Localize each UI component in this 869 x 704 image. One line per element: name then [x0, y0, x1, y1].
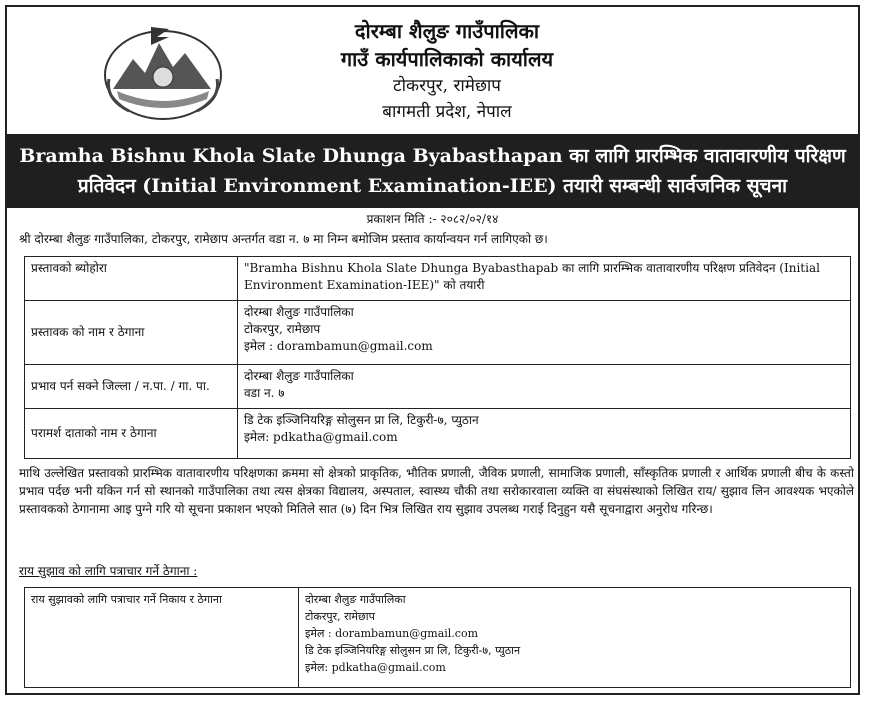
email-text: इमेल : dorambamun@gmail.com — [244, 339, 433, 353]
row-key-text: प्रस्तावक को नाम र ठेगाना — [31, 325, 145, 339]
notice-title-banner — [7, 134, 858, 208]
email-text: इमेल: pdkatha@gmail.com — [305, 661, 446, 674]
banner-line-1: Bramha Bishnu Khola Slate Dhunga Byabasthapan का लागि प्रारम्भिक वातावारणीय परिक्षण — [19, 145, 846, 167]
value-line: टोकरपुर, रामेछाप — [244, 322, 321, 336]
value-line: दोरम्बा शैलुङ गाउँपालिका — [244, 305, 354, 319]
table-row — [25, 365, 851, 409]
province-country: बागमती प्रदेश, नेपाल — [382, 102, 512, 122]
office-title-block — [267, 17, 627, 125]
row-key — [25, 409, 238, 459]
publication-date: प्रकाशन मिति :- २०८२/०२/१४ — [366, 212, 499, 226]
body-paragraph: माथि उल्लेखित प्रस्तावको प्रारम्भिक वातावारणीय परिक्षणका क्रममा सो क्षेत्रको प्राकृतिक, भौतिक प्रणाली, जैविक प्रणाली, सामाजिक प्रणाली, साँस्कृतिक प्रणाली र आर्थिक प्रणाली बीच के कस्तो प्रभाव पर्दछ भनी यकिन गर्न सो स्थानको गाउँपालिका तथा त्यस क्षेत्रका विद्यालय, अस्पताल, स्वास्थ्य चौकी तथा सरोकारवाला व्यक्ति वा संघसंस्थाको लिखित राय/ सुझाव लिन आवश्यक भएकोले प्रस्तावकको ठेगानामा आइ पुग्ने गरि यो सूचना प्रकाशन भएको मितिले सात (७) दिन भित्र लिखित राय सुझाव उपलब्ध गराई दिनुहुन यसै सूचनाद्वारा अनुरोध गरिन्छ। — [19, 466, 854, 516]
table-row — [25, 588, 851, 688]
row-key-text: प्रभाव पर्न सक्ने जिल्ला / न.पा. / गा. पा. — [31, 379, 210, 393]
value-line: "Bramha Bishnu Khola Slate Dhunga Byabasthapab का लागि प्रारम्भिक वातावारणीय परिक्षण प्रतिवेदन (Initial Environment Examination-IEE)" को तयारी — [244, 261, 820, 292]
value-line: डि टेक इञ्जिनियरिङ्ग सोलुसन प्रा लि, टिकुरी-७, प्युठान — [305, 644, 521, 657]
table-row — [25, 409, 851, 459]
suggestion-heading: राय सुझाव को लागि पत्राचार गर्ने ठेगाना : — [19, 564, 198, 578]
email-text: इमेल : dorambamun@gmail.com — [305, 627, 479, 640]
banner-line-2: प्रतिवेदन (Initial Environment Examination-IEE) तयारी सम्बन्धी सार्वजनिक सूचना — [77, 175, 788, 197]
value-line: दोरम्बा शैलुङ गाउँपालिका — [305, 593, 406, 606]
table-row — [25, 301, 851, 365]
nepal-emblem-icon — [99, 19, 227, 123]
row-value — [238, 409, 851, 459]
row-key: राय सुझावको लागि पत्राचार गर्ने निकाय र ठेगाना — [25, 588, 299, 688]
value-line: डि टेक इञ्जिनियरिङ्ग सोलुसन प्रा लि, टिकुरी-७, प्युठान — [244, 413, 479, 427]
municipality-name: दोरम्बा शैलुङ गाउँपालिका — [354, 19, 540, 43]
row-value — [238, 301, 851, 365]
value-line: वडा न. ७ — [244, 386, 285, 400]
row-key — [25, 365, 238, 409]
row-value — [299, 588, 851, 688]
intro-text: श्री दोरम्बा शैलुङ गाउँपालिका, टोकरपुर, रामेछाप अन्तर्गत वडा न. ७ मा निम्न बमोजिम प्रस्ताव कार्यान्वयन गर्न लागिएको छ। — [19, 232, 548, 246]
row-key — [25, 301, 238, 365]
value-line: दोरम्बा शैलुङ गाउँपालिका — [244, 369, 354, 383]
row-key-text: परामर्श दाताको नाम र ठेगाना — [31, 426, 157, 440]
suggestion-table — [24, 587, 851, 688]
notice-frame — [5, 5, 860, 695]
notice-header — [7, 7, 858, 134]
row-value — [238, 257, 851, 301]
table-row — [25, 257, 851, 301]
row-value — [238, 365, 851, 409]
email-text: इमेल: pdkatha@gmail.com — [244, 430, 398, 444]
office-address: टोकरपुर, रामेछाप — [393, 76, 501, 96]
details-table — [24, 256, 851, 459]
value-line: टोकरपुर, रामेछाप — [305, 610, 375, 623]
office-name: गाउँ कार्यपालिकाको कार्यालय — [340, 47, 554, 71]
row-key: प्रस्तावको ब्योहोरा — [25, 257, 238, 301]
